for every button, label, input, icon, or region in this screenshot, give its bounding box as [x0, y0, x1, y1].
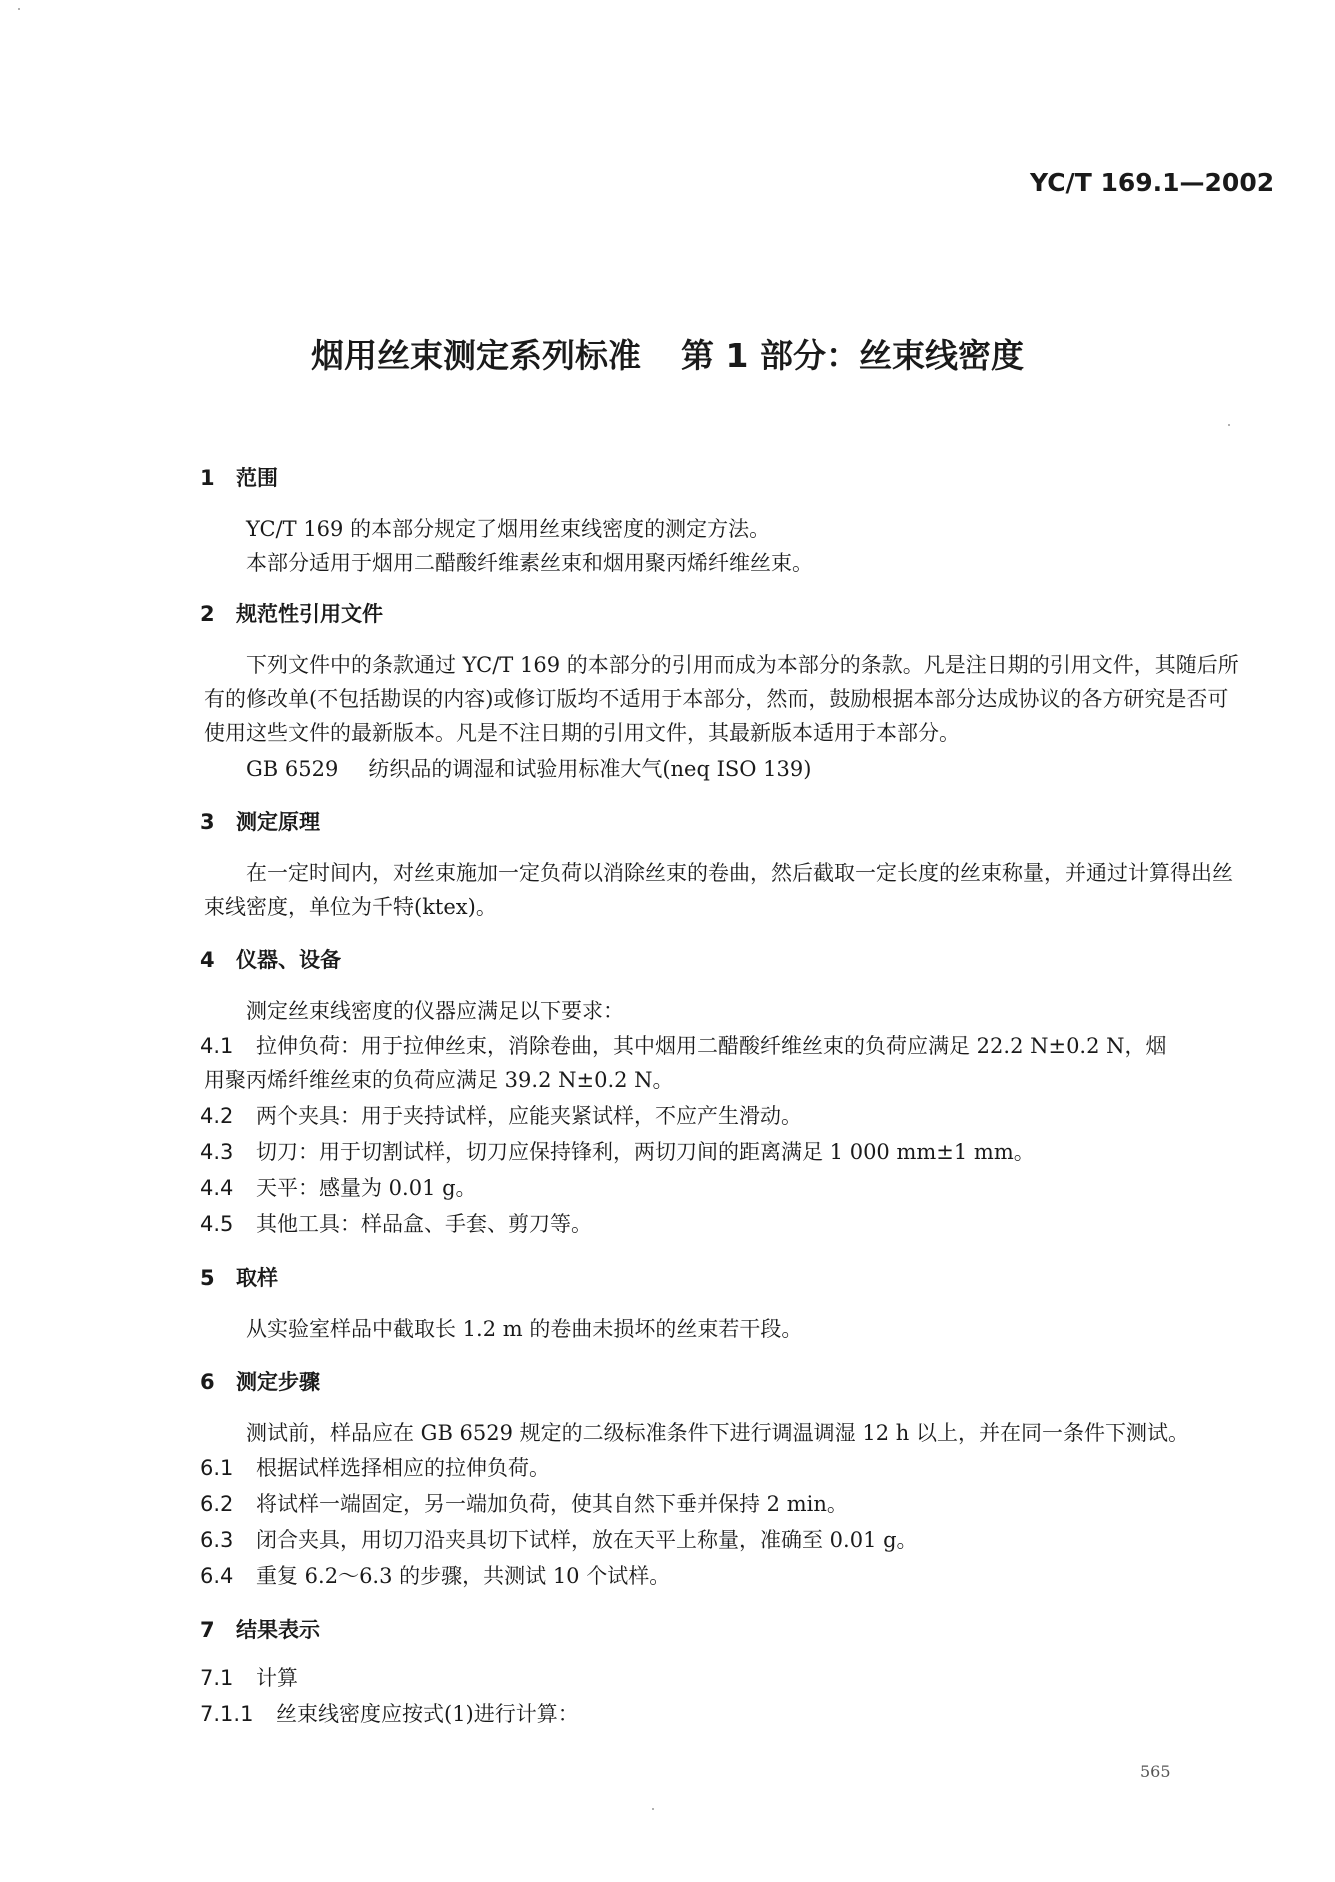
clause-text: 切刀：用于切割试样，切刀应保持锋利，两切刀间的距离满足 1 000 mm±1 mm。: [256, 1140, 1035, 1164]
clause-text: 根据试样选择相应的拉伸负荷。: [256, 1456, 550, 1480]
section-number: 7: [200, 1618, 215, 1642]
clause-7-1: [200, 1662, 298, 1692]
section-number: 1: [200, 466, 215, 490]
section-1-para-1: YC/T 169 的本部分规定了烟用丝束线密度的测定方法。: [246, 517, 771, 541]
clause-number: 6.4: [200, 1564, 234, 1588]
clause-number: 4.3: [200, 1140, 234, 1164]
clause-text: 两个夹具：用于夹持试样，应能夹紧试样，不应产生滑动。: [256, 1104, 802, 1128]
clause-text: 其他工具：样品盒、手套、剪刀等。: [256, 1212, 592, 1236]
clause-text: 拉伸负荷：用于拉伸丝束，消除卷曲，其中烟用二醋酸纤维丝束的负荷应满足 22.2 N±0.2 N，烟: [256, 1034, 1167, 1058]
section-title: 结果表示: [236, 1618, 320, 1642]
clause-title: 计算: [256, 1666, 298, 1690]
section-3-heading: [200, 806, 320, 836]
section-number: 3: [200, 810, 215, 834]
section-5-heading: [200, 1262, 278, 1292]
section-title: 仪器、设备: [236, 948, 341, 972]
section-title: 取样: [236, 1266, 278, 1290]
clause-number: 7.1.1: [200, 1702, 254, 1726]
section-title: 测定原理: [236, 810, 320, 834]
clause-4-4: [200, 1172, 477, 1202]
section-6-intro: 测试前，样品应在 GB 6529 规定的二级标准条件下进行调温调湿 12 h 以上，并在同一条件下测试。: [246, 1421, 1189, 1445]
clause-4-1-continued: 用聚丙烯纤维丝束的负荷应满足 39.2 N±0.2 N。: [204, 1068, 674, 1092]
clause-text: 闭合夹具，用切刀沿夹具切下试样，放在天平上称量，准确至 0.01 g。: [256, 1528, 918, 1552]
page-number: 565: [1140, 1762, 1171, 1781]
title-main: 烟用丝束测定系列标准: [311, 336, 642, 375]
scan-speck: [18, 8, 20, 10]
scan-speck: [652, 1808, 654, 1810]
clause-4-2: [200, 1100, 802, 1130]
clause-6-3: [200, 1524, 918, 1554]
clause-4-5: [200, 1208, 592, 1238]
normative-reference: [246, 752, 811, 786]
clause-4-1: [200, 1030, 1167, 1060]
section-2-para-1: 下列文件中的条款通过 YC/T 169 的本部分的引用而成为本部分的条款。凡是注日期的引用文件，其随后所有的修改单(不包括勘误的内容)或修订版均不适用于本部分，然而，鼓励根据本部分达成协议的各方研究是否可使用这些文件的最新版本。凡是不注日期的引用文件，其最新版本适用于本部分。: [204, 653, 1239, 745]
standard-code: YC/T 169.1—2002: [1030, 168, 1275, 197]
clause-4-3: [200, 1136, 1035, 1166]
clause-text: 丝束线密度应按式(1)进行计算：: [276, 1702, 579, 1726]
section-4-heading: [200, 944, 341, 974]
section-number: 6: [200, 1370, 215, 1394]
section-6-heading: [200, 1366, 320, 1396]
section-2-heading: [200, 598, 383, 628]
section-1-heading: [200, 462, 278, 492]
section-3-para-1: 在一定时间内，对丝束施加一定负荷以消除丝束的卷曲，然后截取一定长度的丝束称量，并通过计算得出丝束线密度，单位为千特(ktex)。: [204, 861, 1233, 919]
title-part: 第 1 部分：丝束线密度: [681, 336, 1024, 375]
clause-6-1: [200, 1452, 550, 1482]
clause-6-2: [200, 1488, 848, 1518]
section-7-heading: [200, 1614, 320, 1644]
clause-number: 4.4: [200, 1176, 234, 1200]
reference-title: 纺织品的调湿和试验用标准大气(neq ISO 139): [368, 757, 812, 781]
clause-number: 7.1: [200, 1666, 234, 1690]
document-title: [0, 330, 1335, 377]
clause-text: 将试样一端固定，另一端加负荷，使其自然下垂并保持 2 min。: [256, 1492, 848, 1516]
section-1-para-2: 本部分适用于烟用二醋酸纤维素丝束和烟用聚丙烯纤维丝束。: [246, 551, 813, 575]
section-number: 4: [200, 948, 215, 972]
section-5-para-1: 从实验室样品中截取长 1.2 m 的卷曲未损坏的丝束若干段。: [246, 1317, 803, 1341]
section-title: 范围: [236, 466, 278, 490]
clause-number: 6.2: [200, 1492, 234, 1516]
section-4-intro: 测定丝束线密度的仪器应满足以下要求：: [246, 999, 624, 1023]
clause-number: 4.5: [200, 1212, 234, 1236]
clause-number: 6.1: [200, 1456, 234, 1480]
clause-text: 重复 6.2～6.3 的步骤，共测试 10 个试样。: [256, 1564, 671, 1588]
clause-text: 天平：感量为 0.01 g。: [256, 1176, 477, 1200]
section-number: 5: [200, 1266, 215, 1290]
reference-code: GB 6529: [246, 757, 339, 781]
section-title: 测定步骤: [236, 1370, 320, 1394]
scan-speck: [1228, 424, 1230, 426]
clause-number: 6.3: [200, 1528, 234, 1552]
clause-number: 4.1: [200, 1034, 234, 1058]
section-number: 2: [200, 602, 215, 626]
section-title: 规范性引用文件: [236, 602, 383, 626]
clause-number: 4.2: [200, 1104, 234, 1128]
clause-7-1-1: [200, 1698, 579, 1728]
clause-6-4: [200, 1560, 670, 1590]
